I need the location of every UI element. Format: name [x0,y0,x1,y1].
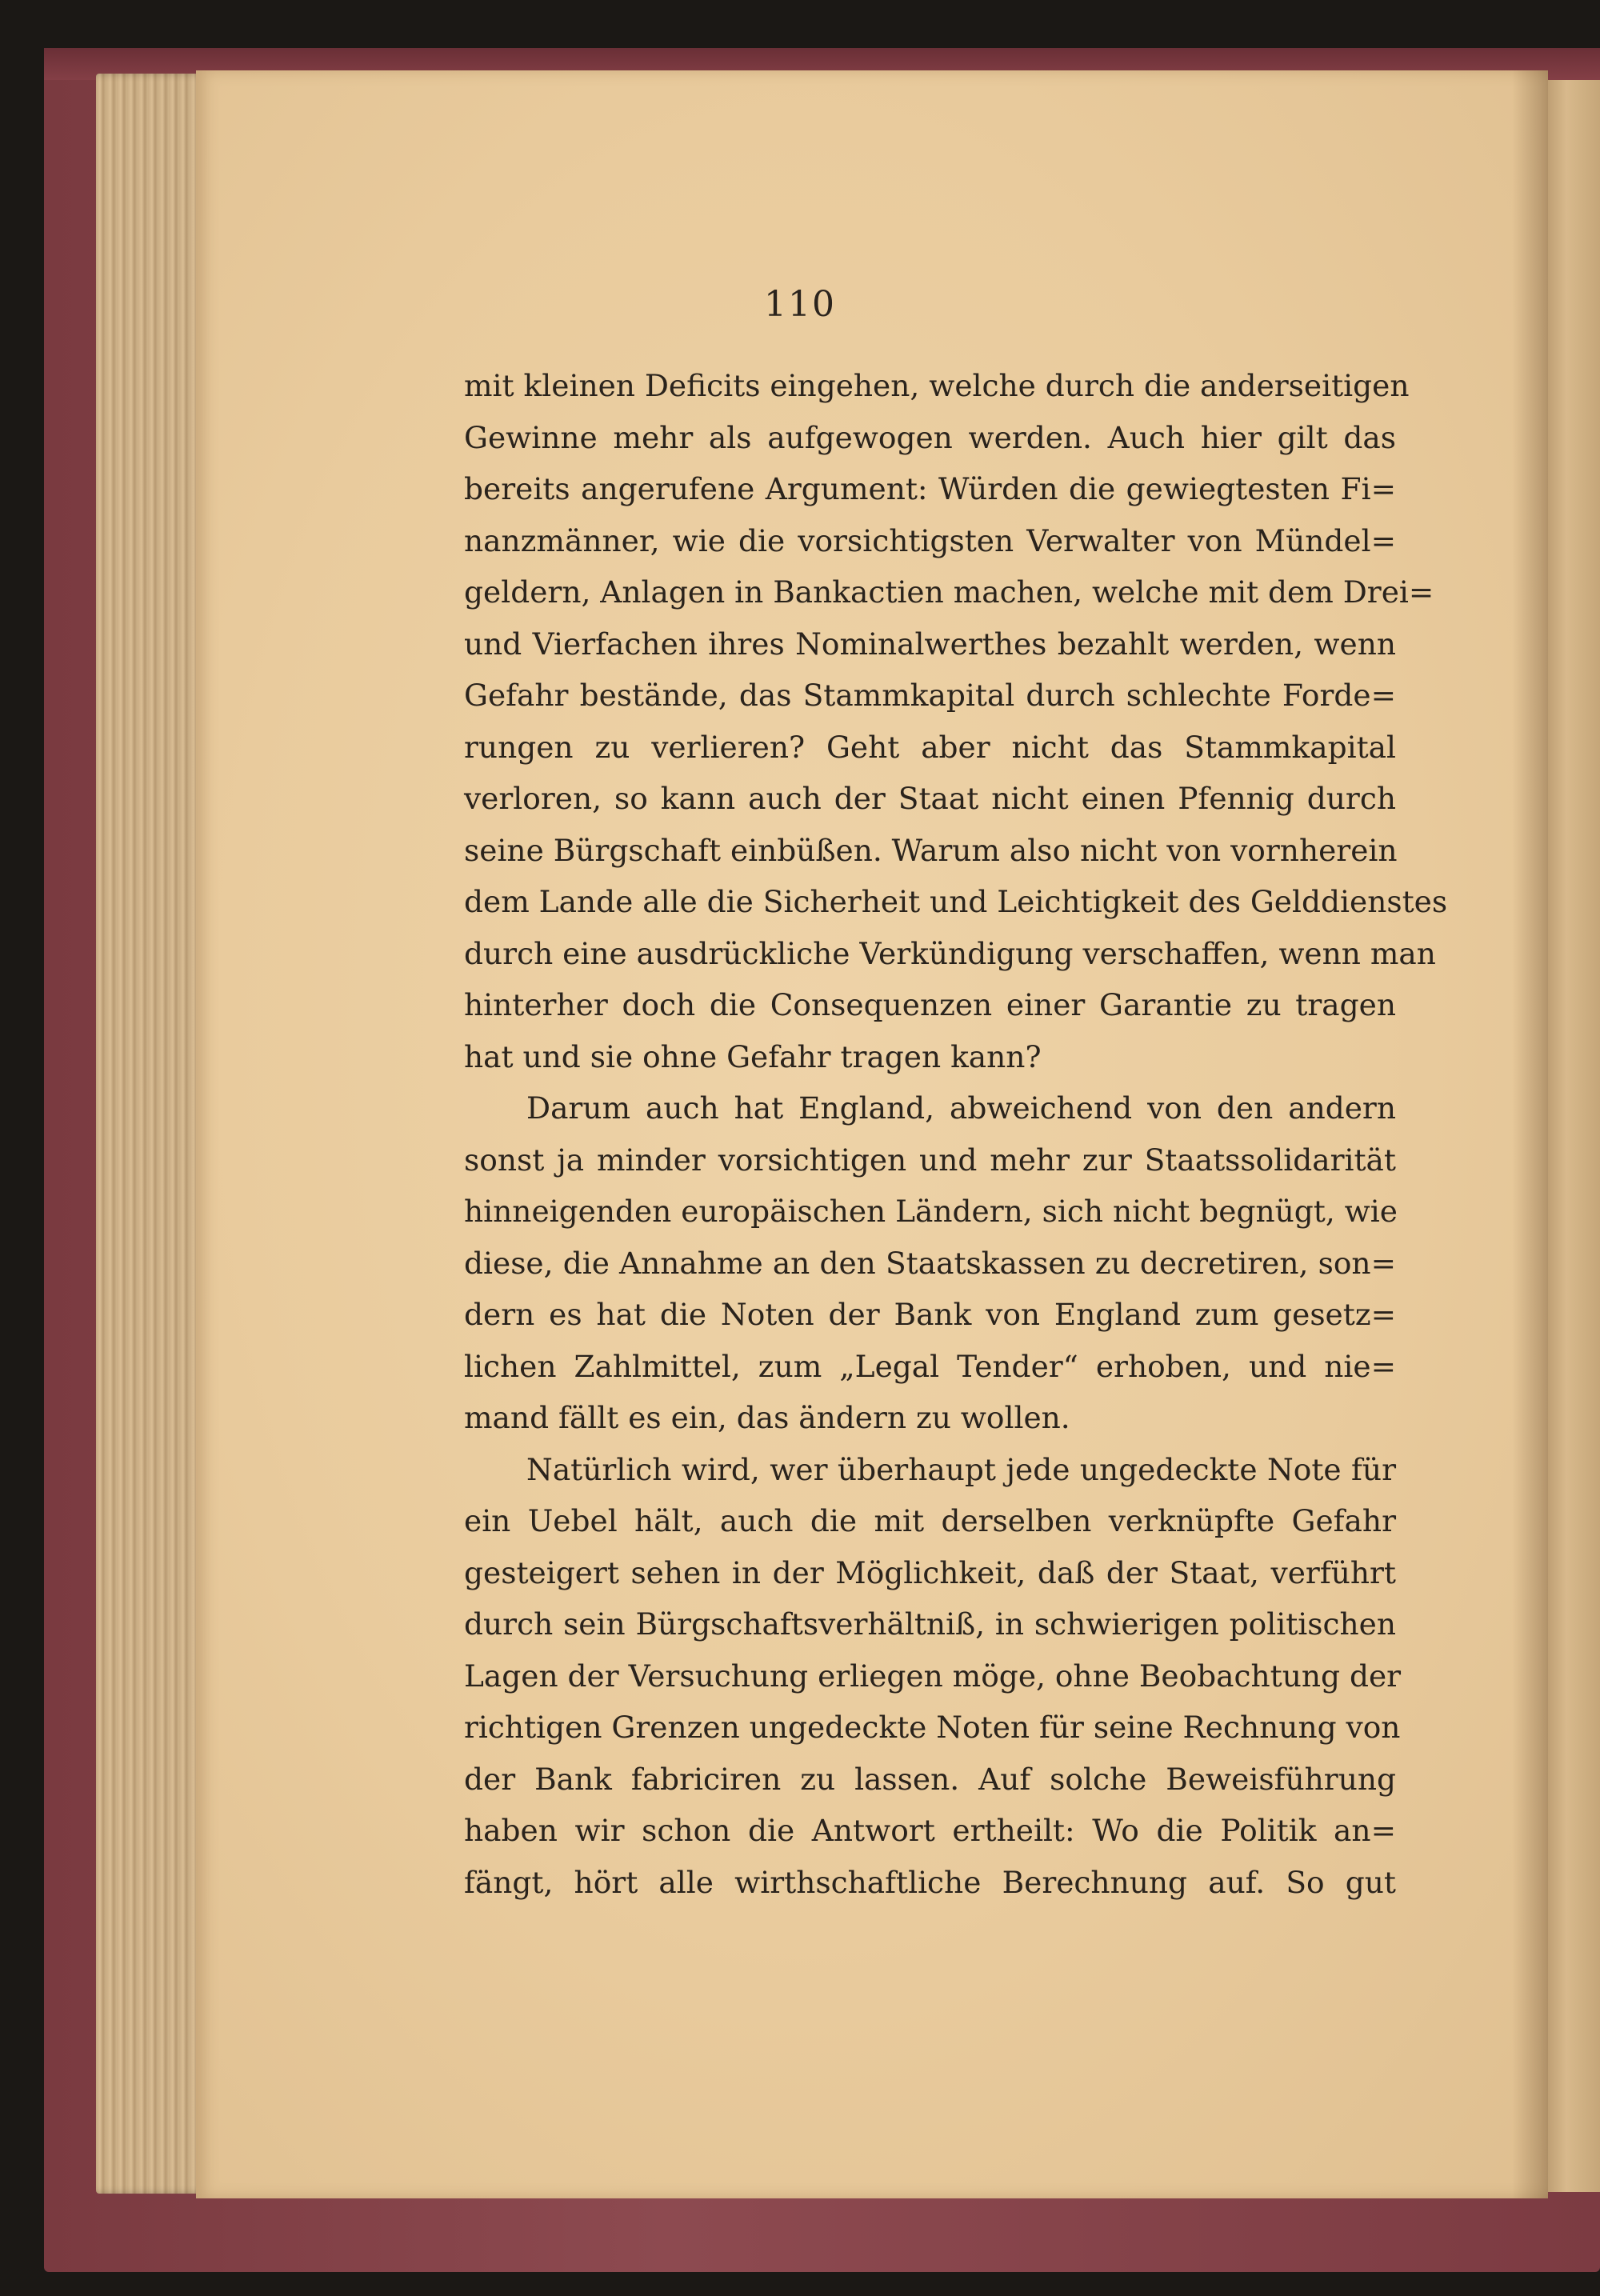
text-line: bereits angerufene Argument: Würden die gewiegtesten Fi= [464,471,1396,506]
text-line: geldern, Anlagen in Bankactien machen, welche mit dem Drei= [464,574,1434,610]
text-line: hinneigenden europäischen Ländern, sich nicht begnügt, wie [464,1194,1398,1229]
gutter-shadow [1512,70,1548,2198]
text-line: Darum auch hat England, abweichend von den andern [526,1090,1396,1126]
body-text [464,360,1448,1908]
text-line: haben wir schon die Antwort ertheilt: Wo die Politik an= [464,1813,1396,1848]
text-line: verloren, so kann auch der Staat nicht einen Pfennig durch [464,781,1396,816]
text-line: seine Bürgschaft einbüßen. Warum also nicht von vornherein [464,832,1398,868]
text-line: mand fällt es ein, das ändern zu wollen. [464,1400,1070,1435]
text-line: durch sein Bürgschaftsverhältniß, in schwierigen politischen [464,1606,1396,1642]
text-line: durch eine ausdrückliche Verkündigung verschaffen, wenn man [464,935,1436,971]
text-line: gesteigert sehen in der Möglichkeit, daß der Staat, verführt [464,1554,1396,1590]
page-edges [96,74,208,2194]
text-line: Natürlich wird, wer überhaupt jede ungedeckte Note für [526,1451,1396,1487]
text-line: dern es hat die Noten der Bank von England zum gesetz= [464,1297,1396,1332]
text-line: richtigen Grenzen ungedeckte Noten für seine Rechnung von [464,1710,1401,1745]
text-line: diese, die Annahme an den Staatskassen zu decretiren, son= [464,1245,1396,1281]
text-line: der Bank fabriciren zu lassen. Auf solche Beweisführung [464,1761,1396,1797]
text-line: und Vierfachen ihres Nominalwerthes bezahlt werden, wenn [464,626,1396,662]
text-line: hinterher doch die Consequenzen einer Garantie zu tragen [464,987,1396,1022]
text-line: Gefahr bestände, das Stammkapital durch schlechte Forde= [464,678,1396,713]
text-line: dem Lande alle die Sicherheit und Leichtigkeit des Gelddienstes [464,884,1448,919]
text-line: sonst ja minder vorsichtigen und mehr zur Staatssolidarität [464,1142,1396,1178]
text-line: Gewinne mehr als aufgewogen werden. Auch hier gilt das [464,419,1396,455]
text-line: lichen Zahlmittel, zum „Legal Tender“ erhoben, und nie= [464,1348,1396,1384]
text-line: rungen zu verlieren? Geht aber nicht das Stammkapital [464,729,1396,765]
text-line: Lagen der Versuchung erliegen möge, ohne Beobachtung der [464,1658,1402,1694]
text-line: mit kleinen Deficits eingehen, welche durch die anderseitigen [464,368,1410,403]
text-line: nanzmänner, wie die vorsichtigsten Verwalter von Mündel= [464,522,1396,558]
facing-page-edge [1544,80,1600,2192]
text-line: fängt, hört alle wirthschaftliche Berechnung auf. So gut [464,1864,1396,1900]
text-line: hat und sie ohne Gefahr tragen kann? [464,1038,1042,1074]
page-number: 110 [764,284,836,325]
text-line: ein Uebel hält, auch die mit derselben verknüpfte Gefahr [464,1503,1396,1538]
